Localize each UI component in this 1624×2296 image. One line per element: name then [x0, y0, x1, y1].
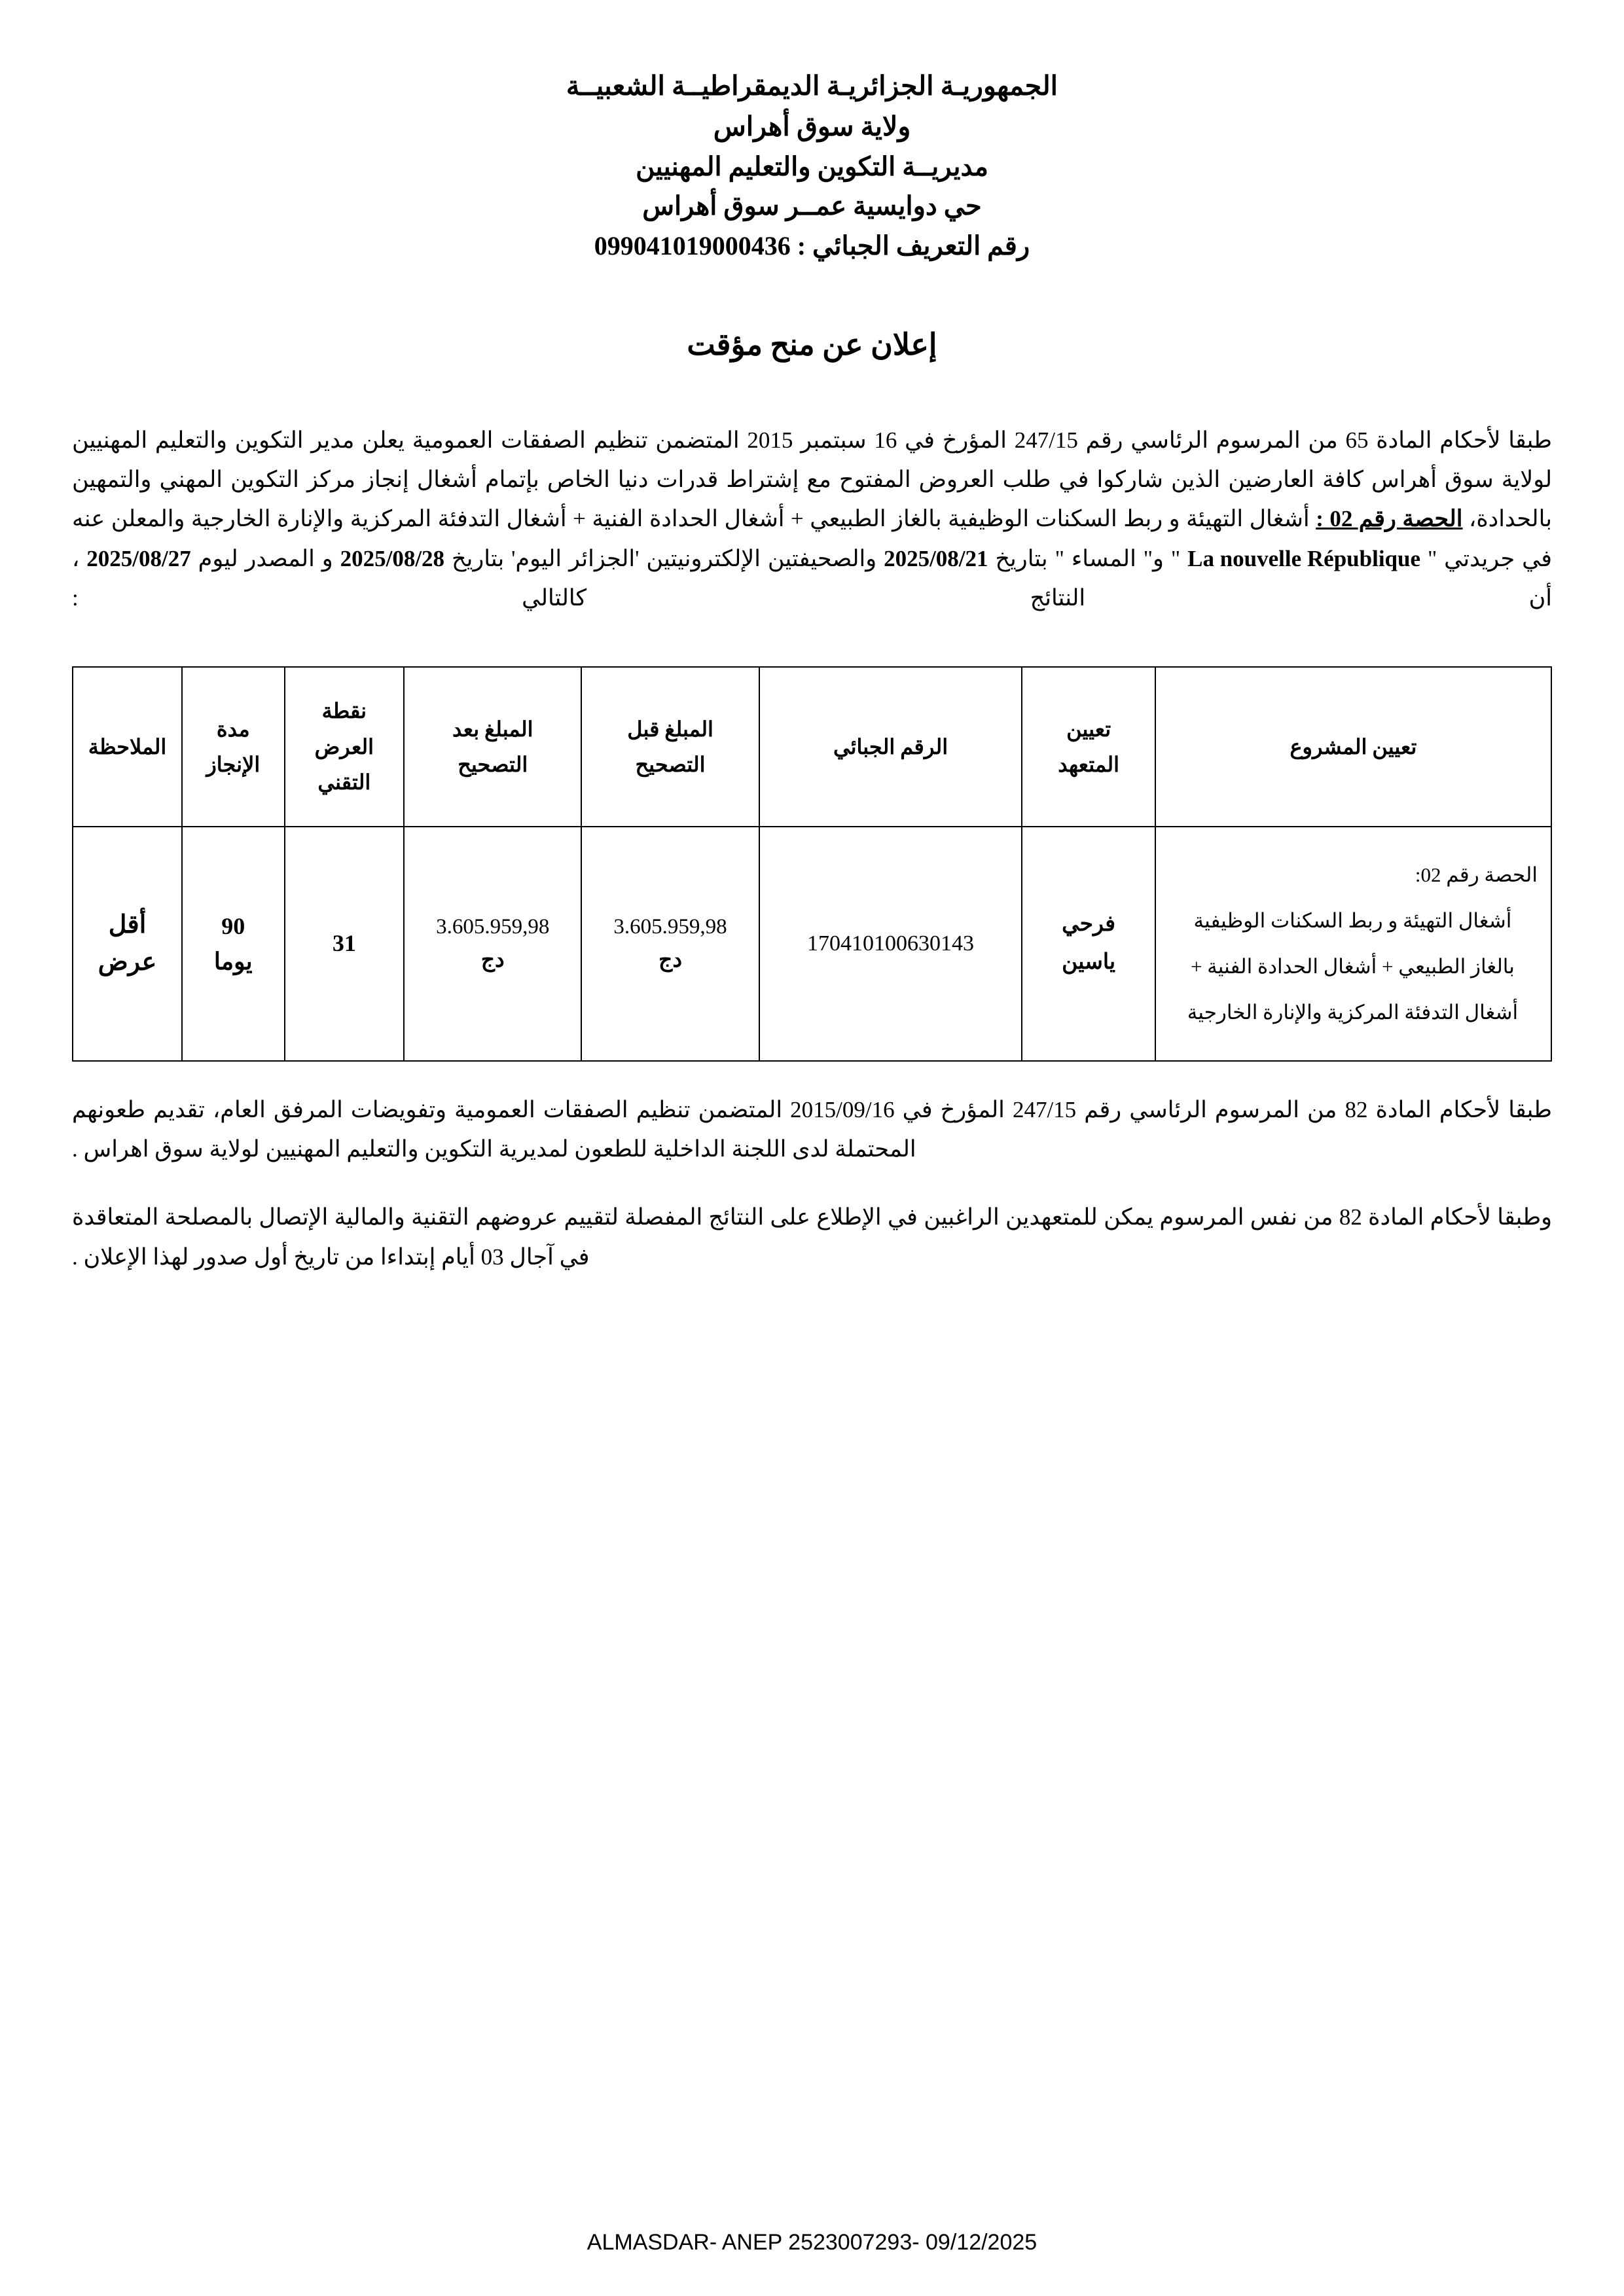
intro-text-d: والصحيفتين الإلكترونيتين 'الجزائر اليوم' بتاريخ	[444, 545, 884, 571]
column-header-contractor	[1022, 667, 1155, 827]
intro-paragraph	[72, 421, 1552, 618]
cell-remark-line2: عرض	[98, 948, 157, 976]
intro-text-c: " و" المساء " بتاريخ	[988, 545, 1188, 571]
letterhead-line-republic: الجمهوريـة الجزائريـة الديمقراطيــة الشعبيــة	[566, 71, 1058, 101]
column-header-technical-line1: نقطة	[321, 699, 367, 723]
cell-project-line-3: أشغال التدفئة المركزية والإنارة الخارجية	[1187, 1000, 1519, 1024]
cell-amount-before-currency: دج	[659, 948, 683, 972]
intro-lot-label: الحصة رقم 02 :	[1316, 506, 1463, 532]
intro-date-publication-3: 2025/08/27	[86, 545, 191, 571]
intro-text-f: ، أن النتائج كالتالي :	[72, 545, 1552, 611]
letterhead	[72, 46, 1552, 266]
cell-contractor-firstname: ياسين	[1062, 950, 1116, 974]
footer-anep-reference: ALMASDAR- ANEP 2523007293- 09/12/2025	[586, 2230, 1038, 2255]
letterhead-line-address: حي دوايسية عمــر سوق أهراس	[642, 191, 982, 221]
column-header-amount-after	[404, 667, 581, 827]
column-header-contractor-line2: المتعهد	[1058, 752, 1119, 776]
column-header-amount-after-line2: التصحيح	[458, 752, 528, 776]
column-header-duration-line2: الإنجاز	[206, 752, 261, 776]
column-header-amount-before	[581, 667, 759, 827]
column-header-duration	[182, 667, 285, 827]
cell-project-line-2: بالغاز الطبيعي + أشغال الحدادة الفنية +	[1190, 954, 1515, 978]
letterhead-line-wilaya: ولاية سوق أهراس	[713, 111, 911, 142]
cell-amount-after-currency: دج	[480, 948, 505, 972]
letterhead-line-directorate: مديريــة التكوين والتعليم المهنيين	[636, 151, 988, 181]
column-header-project: تعيين المشروع	[1155, 667, 1551, 827]
cell-project-lot-number: الحصة رقم 02:	[1415, 863, 1538, 887]
closing-paragraph-details: وطبقا لأحكام المادة 82 من نفس المرسوم يمكن للمتعهدين الراغبين في الإطلاع على النتائج المفصلة لتقييم عروضهم التقنية والمالية الإتصال بالمصلحة المتعاقدة في آجال 03 أيام إبتداءا من تاريخ أول صدور لهذا الإعلان .	[72, 1204, 1552, 1270]
page-title: إعلان عن منح مؤقت	[687, 328, 937, 362]
column-header-technical-score	[285, 667, 405, 827]
cell-duration-value: 90	[221, 912, 245, 939]
cell-duration	[182, 827, 285, 1061]
column-header-remark: الملاحظة	[73, 667, 182, 827]
cell-project-line-1: أشغال التهيئة و ربط السكنات الوظيفية	[1193, 909, 1512, 933]
results-table	[72, 666, 1552, 1062]
cell-remark-line1: أقل	[108, 910, 147, 939]
column-header-amount-before-line1: المبلغ قبل	[627, 717, 713, 741]
cell-amount-after-value: 3.605.959,98	[436, 914, 550, 939]
column-header-amount-after-line1: المبلغ بعد	[452, 717, 533, 741]
table-row	[73, 827, 1551, 1061]
column-header-technical-line3: التقني	[317, 770, 371, 795]
cell-contractor-lastname: فرحي	[1062, 912, 1116, 937]
cell-duration-unit: يوما	[213, 948, 253, 975]
column-header-contractor-line1: تعيين	[1066, 717, 1111, 741]
cell-amount-before-value: 3.605.959,98	[613, 914, 727, 939]
cell-technical-score: 31	[285, 827, 405, 1061]
intro-text-e: و المصدر ليوم	[190, 545, 340, 571]
intro-journal-name: La nouvelle République	[1187, 545, 1421, 571]
intro-date-publication-1: 2025/08/21	[884, 545, 988, 571]
closing-paragraph-appeals: طبقا لأحكام المادة 82 من المرسوم الرئاسي رقم 247/15 المؤرخ في 2015/09/16 المتضمن تنظيم الصفقات العمومية وتفويضات المرفق العام، تقديم طعونهم المحتملة لدى اللجنة الداخلية للطعون لمديرية التكوين والتعليم المهنيين لولاية سوق اهراس .	[72, 1096, 1552, 1162]
intro-text-a: طبقا لأحكام المادة 65 من المرسوم الرئاسي رقم 247/15 المؤرخ في 16 سبتمبر 2015 المتضمن تنظيم الصفقات العمومية يعلن مدير التكوين والتعليم المهنيين لولاية سوق أهراس كافة العارضين الذين شاركوا في طلب العروض المفتوح مع إشتراط قدرات دنيا الخاص بإتمام أشغال إنجاز مركز التكوين المهني والتمهين بالحدادة،	[72, 427, 1552, 532]
column-header-amount-before-line2: التصحيح	[635, 752, 706, 776]
cell-contractor	[1022, 827, 1155, 1061]
cell-amount-after	[404, 827, 581, 1061]
cell-remark	[73, 827, 182, 1061]
column-header-duration-line1: مدة	[216, 717, 250, 741]
cell-project	[1155, 827, 1551, 1061]
letterhead-line-tax-id: رقم التعريف الجبائي : 099041019000436	[594, 231, 1030, 261]
cell-tax-number: 170410100630143	[759, 827, 1022, 1061]
column-header-tax-number: الرقم الجبائي	[759, 667, 1022, 827]
cell-amount-before	[581, 827, 759, 1061]
table-header-row	[73, 667, 1551, 827]
intro-text-b: أشغال التهيئة و ربط السكنات الوظيفية بالغاز الطبيعي + أشغال الحدادة الفنية + أشغال التدفئة المركزية والإنارة الخارجية والمعلن عنه في جريدتي "	[72, 506, 1552, 571]
column-header-technical-line2: العرض	[314, 734, 374, 759]
intro-date-publication-2: 2025/08/28	[340, 545, 445, 571]
